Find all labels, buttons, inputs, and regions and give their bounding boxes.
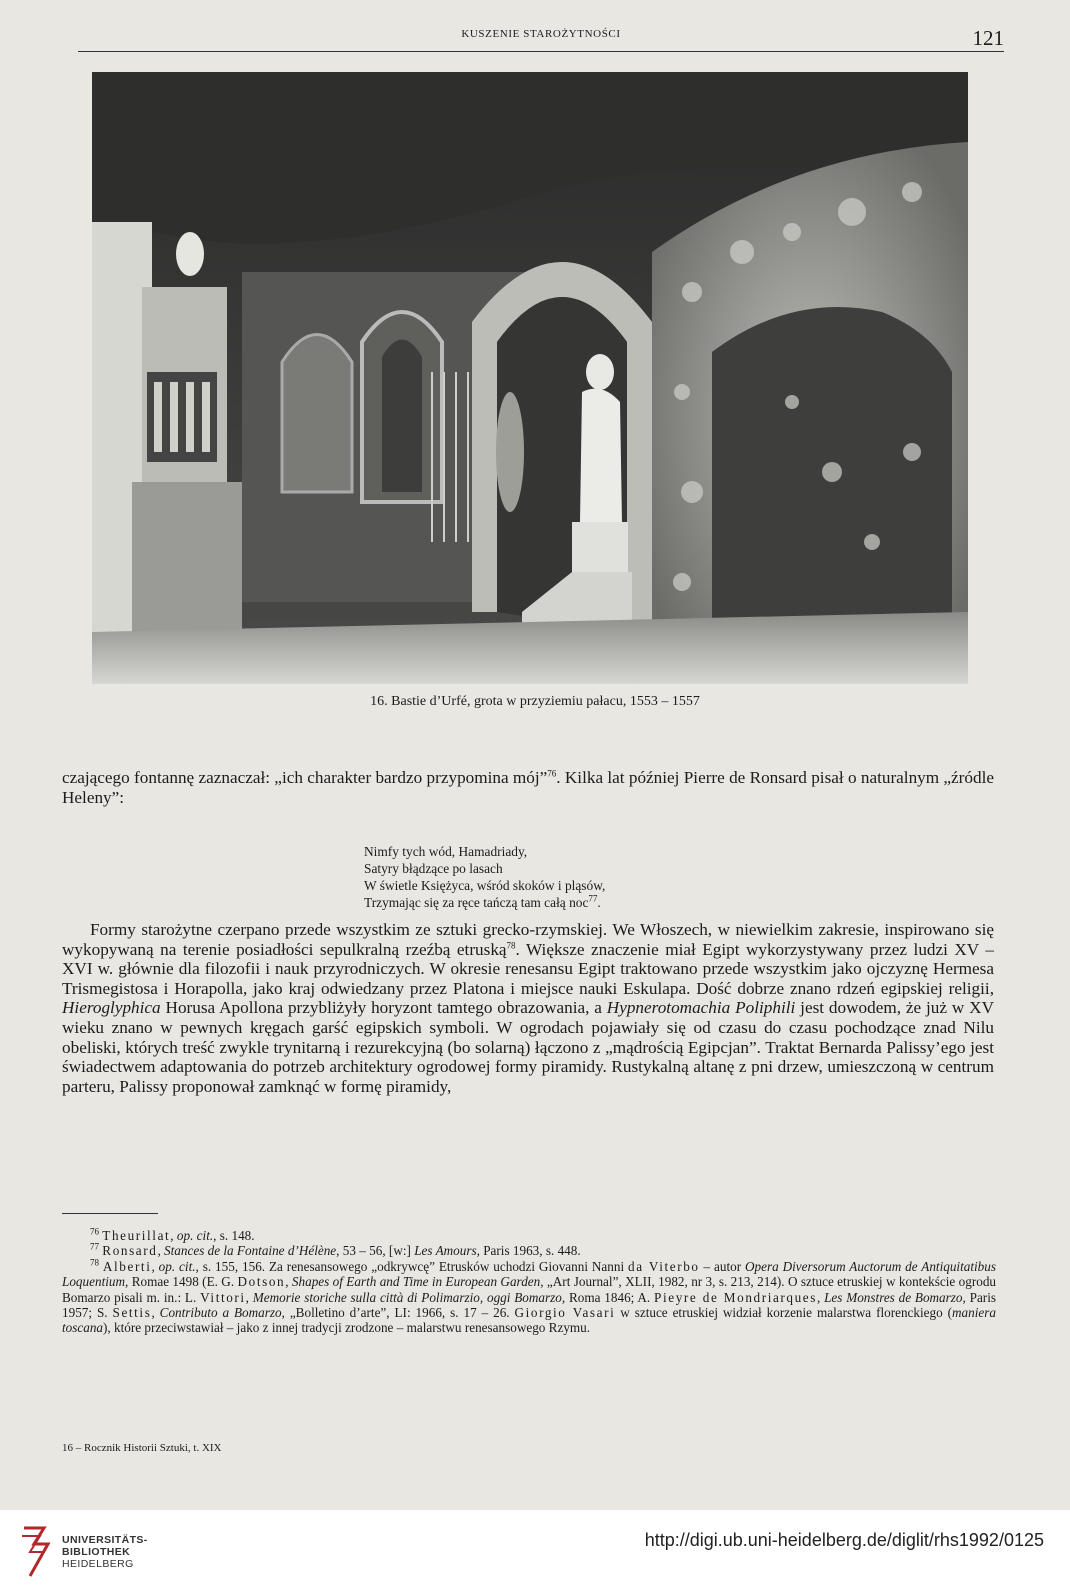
library-name — [62, 1534, 148, 1570]
author: Giorgio Vasari — [514, 1305, 616, 1321]
author: da Viterbo — [628, 1258, 700, 1274]
text-run: w sztuce etruskiej widział korzenie malarstwa florenckiego ( — [615, 1305, 953, 1321]
text-run: Trzymając się za ręce tańczą tam całą noc — [364, 895, 589, 910]
poem-line: Nimfy tych wód, Hamadriady, — [364, 844, 528, 859]
text-run: – autor — [699, 1258, 746, 1274]
text-run: , „Bolletino d’arte”, LI: 1966, s. 17 – 26. — [281, 1305, 515, 1321]
paragraph-2 — [62, 920, 994, 1096]
text-run: , Roma 1846; A. — [561, 1289, 655, 1305]
poem-line — [364, 894, 784, 911]
book-title: Les Monstres de Bomarzo — [824, 1289, 963, 1305]
text-run: , — [816, 1289, 825, 1305]
footnote-ref-76[interactable]: 76 — [547, 768, 557, 779]
footnote-ref-77[interactable]: 77 — [588, 893, 598, 904]
page-number: 121 — [972, 26, 1004, 50]
text-run: , Paris 1957; S. — [62, 1289, 996, 1321]
text-run: jest dowodem, że już w XV wieku znano w pewnych kręgach garść egipskich symboli. W ogrodach pojawiały się od czasu do czasu pochodzące znad Nilu obeliski, których treść zwykle trynitarną i rezurekcyjną (bo solarną) łączono z „mądrością Egipcjan”. Traktat Bernarda Palissy’ego jest świadectwem adaptowania do potrzeb architektury ogrodowej formy piramidy. Rustykalną altanę z pni drzew, umieszczoną w centrum parteru, Palissy proponował zamknąć w formę piramidy, — [62, 998, 994, 1096]
book-title: Stances de la Fontaine d’Hélène — [164, 1243, 337, 1259]
paragraph-1 — [62, 768, 994, 807]
grotto-photograph — [92, 72, 968, 684]
author: Theurillat — [102, 1228, 171, 1243]
permalink-url[interactable]: http://digi.ub.uni-heidelberg.de/diglit/rhs1992/0125 — [644, 1530, 1044, 1550]
footnote-ref-78[interactable]: 78 — [506, 939, 516, 950]
book-title: Les Amours — [414, 1243, 477, 1259]
grotto-photo-illustration — [92, 72, 968, 684]
citation: op. cit. — [158, 1258, 196, 1274]
running-title: KUSZENIE STAROŻYTNOŚCI — [461, 28, 621, 40]
text-run: . Większe znaczenie miał Egipt wykorzystywany przez ludzi XV – XVI w. głównie dla filozofii i nauk przyrodniczych. W okresie renesansu Egipt traktowano przede wszystkim jako ojczyznę Hermesa Trismegistosa i Horapolla, jako kraj odwiedzany przez Platona i miejsce nauki Eskulapa. Dość dobrze znano rdzeń egipskiej religii, — [62, 939, 994, 998]
book-title: Shapes of Earth and Time in European Garden — [291, 1274, 541, 1290]
text-run: , „Art Journal”, XLII, 1982, nr 3, s. 213, 214). O sztuce etruskiej w kontekście ogrodu Bomarzo pisali m. in.: L. — [62, 1274, 997, 1305]
figure-caption: 16. Bastie d’Urfé, grota w przyziemiu pałacu, 1553 – 1557 — [370, 694, 700, 709]
printer-signature: 16 – Rocznik Historii Sztuki, t. XIX — [62, 1442, 222, 1454]
text-run: , 53 – 56, [w:] — [336, 1243, 415, 1259]
poem-quote — [364, 843, 784, 911]
text-run: ), które przeciwstawiał – jako z innej tradycji zrodzone – malarstwu renesansowego Rzymu. — [103, 1320, 591, 1336]
text-run: , — [245, 1289, 253, 1305]
text-run: , — [151, 1305, 160, 1321]
author: Settis — [112, 1305, 152, 1321]
digitization-footer — [0, 1510, 1070, 1594]
running-head — [78, 22, 1004, 52]
book-title: Hieroglyphica — [62, 998, 161, 1018]
text-run: , Romae 1498 (E. G. — [125, 1274, 238, 1290]
text-run: czającego fontannę zaznaczał: „ich charakter bardzo przypomina mój” — [62, 768, 548, 787]
book-title: Contributo a Bomarzo — [159, 1305, 282, 1321]
footnote-number: 77 — [90, 1242, 99, 1253]
footnote-number: 76 — [90, 1226, 99, 1237]
book-title: Memorie storiche sulla città di Polimarzio, oggi Bomarzo — [252, 1289, 562, 1305]
footnote-76: $^{76}$ Theurillat, op. cit., s. 148. — [90, 1226, 255, 1243]
library-name-line: UNIVERSITÄTS- — [62, 1534, 148, 1546]
university-library-logo-icon[interactable] — [20, 1522, 56, 1582]
text-run: , Paris 1963, s. 448. — [476, 1243, 581, 1259]
book-title: Hypnerotomachia Poliphili — [606, 998, 796, 1018]
text-run: Formy starożytne czerpano przede wszystkim ze sztuki grecko-rzymskiej. We Włoszech, w niewielkim zakresie, inspirowano się wykopywaną na terenie posiadłości sepulkralną rzeźbą etruską — [62, 920, 994, 959]
poem-line: Satyry błądzące po lasach — [364, 861, 503, 876]
poem-line: W świetle Księżyca, wśród skoków i pląsów, — [364, 878, 606, 893]
footnotes — [62, 1228, 996, 1336]
author: Vittori — [200, 1289, 246, 1305]
book-title: Opera Diversorum Auctorum de Antiquitatibus Loquentium — [62, 1258, 997, 1290]
text-run: Horusa Apollona przybliżyły horyzont tamtego obrazowania, a — [160, 998, 607, 1018]
book-title: maniera toscana — [62, 1305, 996, 1336]
library-name-line: HEIDELBERG — [62, 1558, 134, 1570]
author: Pieyre de Mondriarques — [654, 1289, 817, 1305]
footnote-number: 78 — [90, 1257, 99, 1268]
citation: op. cit. — [176, 1228, 214, 1243]
author: Alberti — [102, 1258, 152, 1274]
author: Ronsard — [102, 1243, 158, 1259]
text-run: . — [597, 895, 601, 910]
text-run: . Kilka lat później Pierre de Ronsard pisał o naturalnym „źródle Heleny”: — [62, 768, 995, 807]
footnote-divider — [62, 1213, 158, 1214]
footnote-78: $^{78}$ Alberti, op. cit., s. 155, 156. Za renesansowego „odkrywcę” Etrusków uchodzi Giovanni Nanni da Viterbo – autor Opera Diversorum Auctorum de Antiquitatibus Loquentium, Romae 1498 (E. G. Dotson, Shapes of Earth and Time in European Garden, „Art Journal”, XLII, 1982, nr 3, s. 213, 214). O sztuce etruskiej w kontekście ogrodu Bomarzo pisali m. in.: L. Vittori, Memorie storiche sulla città di Polimarzio, oggi Bomarzo, Roma 1846; A. Pieyre de Mondriarques, Les Monstres de Bomarzo, Paris 1957; S. Settis, Contributo a Bomarzo, „Bolletino d’arte”, LI: 1966, s. 17 – 26. Giorgio Vasari w sztuce etruskiej widział korzenie malarstwa florenckiego (maniera toscana), które przeciwstawiał – jako z innej tradycji zrodzone – malarstwu renesansowego Rzymu. — [62, 1257, 997, 1336]
author: Dotson — [237, 1274, 286, 1290]
library-name-line: BIBLIOTHEK — [62, 1546, 131, 1558]
footnote-77: $^{77}$ Ronsard, Stances de la Fontaine d’Hélène, 53 – 56, [w:] Les Amours, Paris 1963, s. 448. — [90, 1242, 581, 1259]
text-run: , — [285, 1274, 292, 1290]
text-run: , s. 155, 156. Za renesansowego „odkrywcę” Etrusków uchodzi Giovanni Nanni — [195, 1258, 629, 1274]
text-run: , s. 148. — [213, 1228, 255, 1243]
